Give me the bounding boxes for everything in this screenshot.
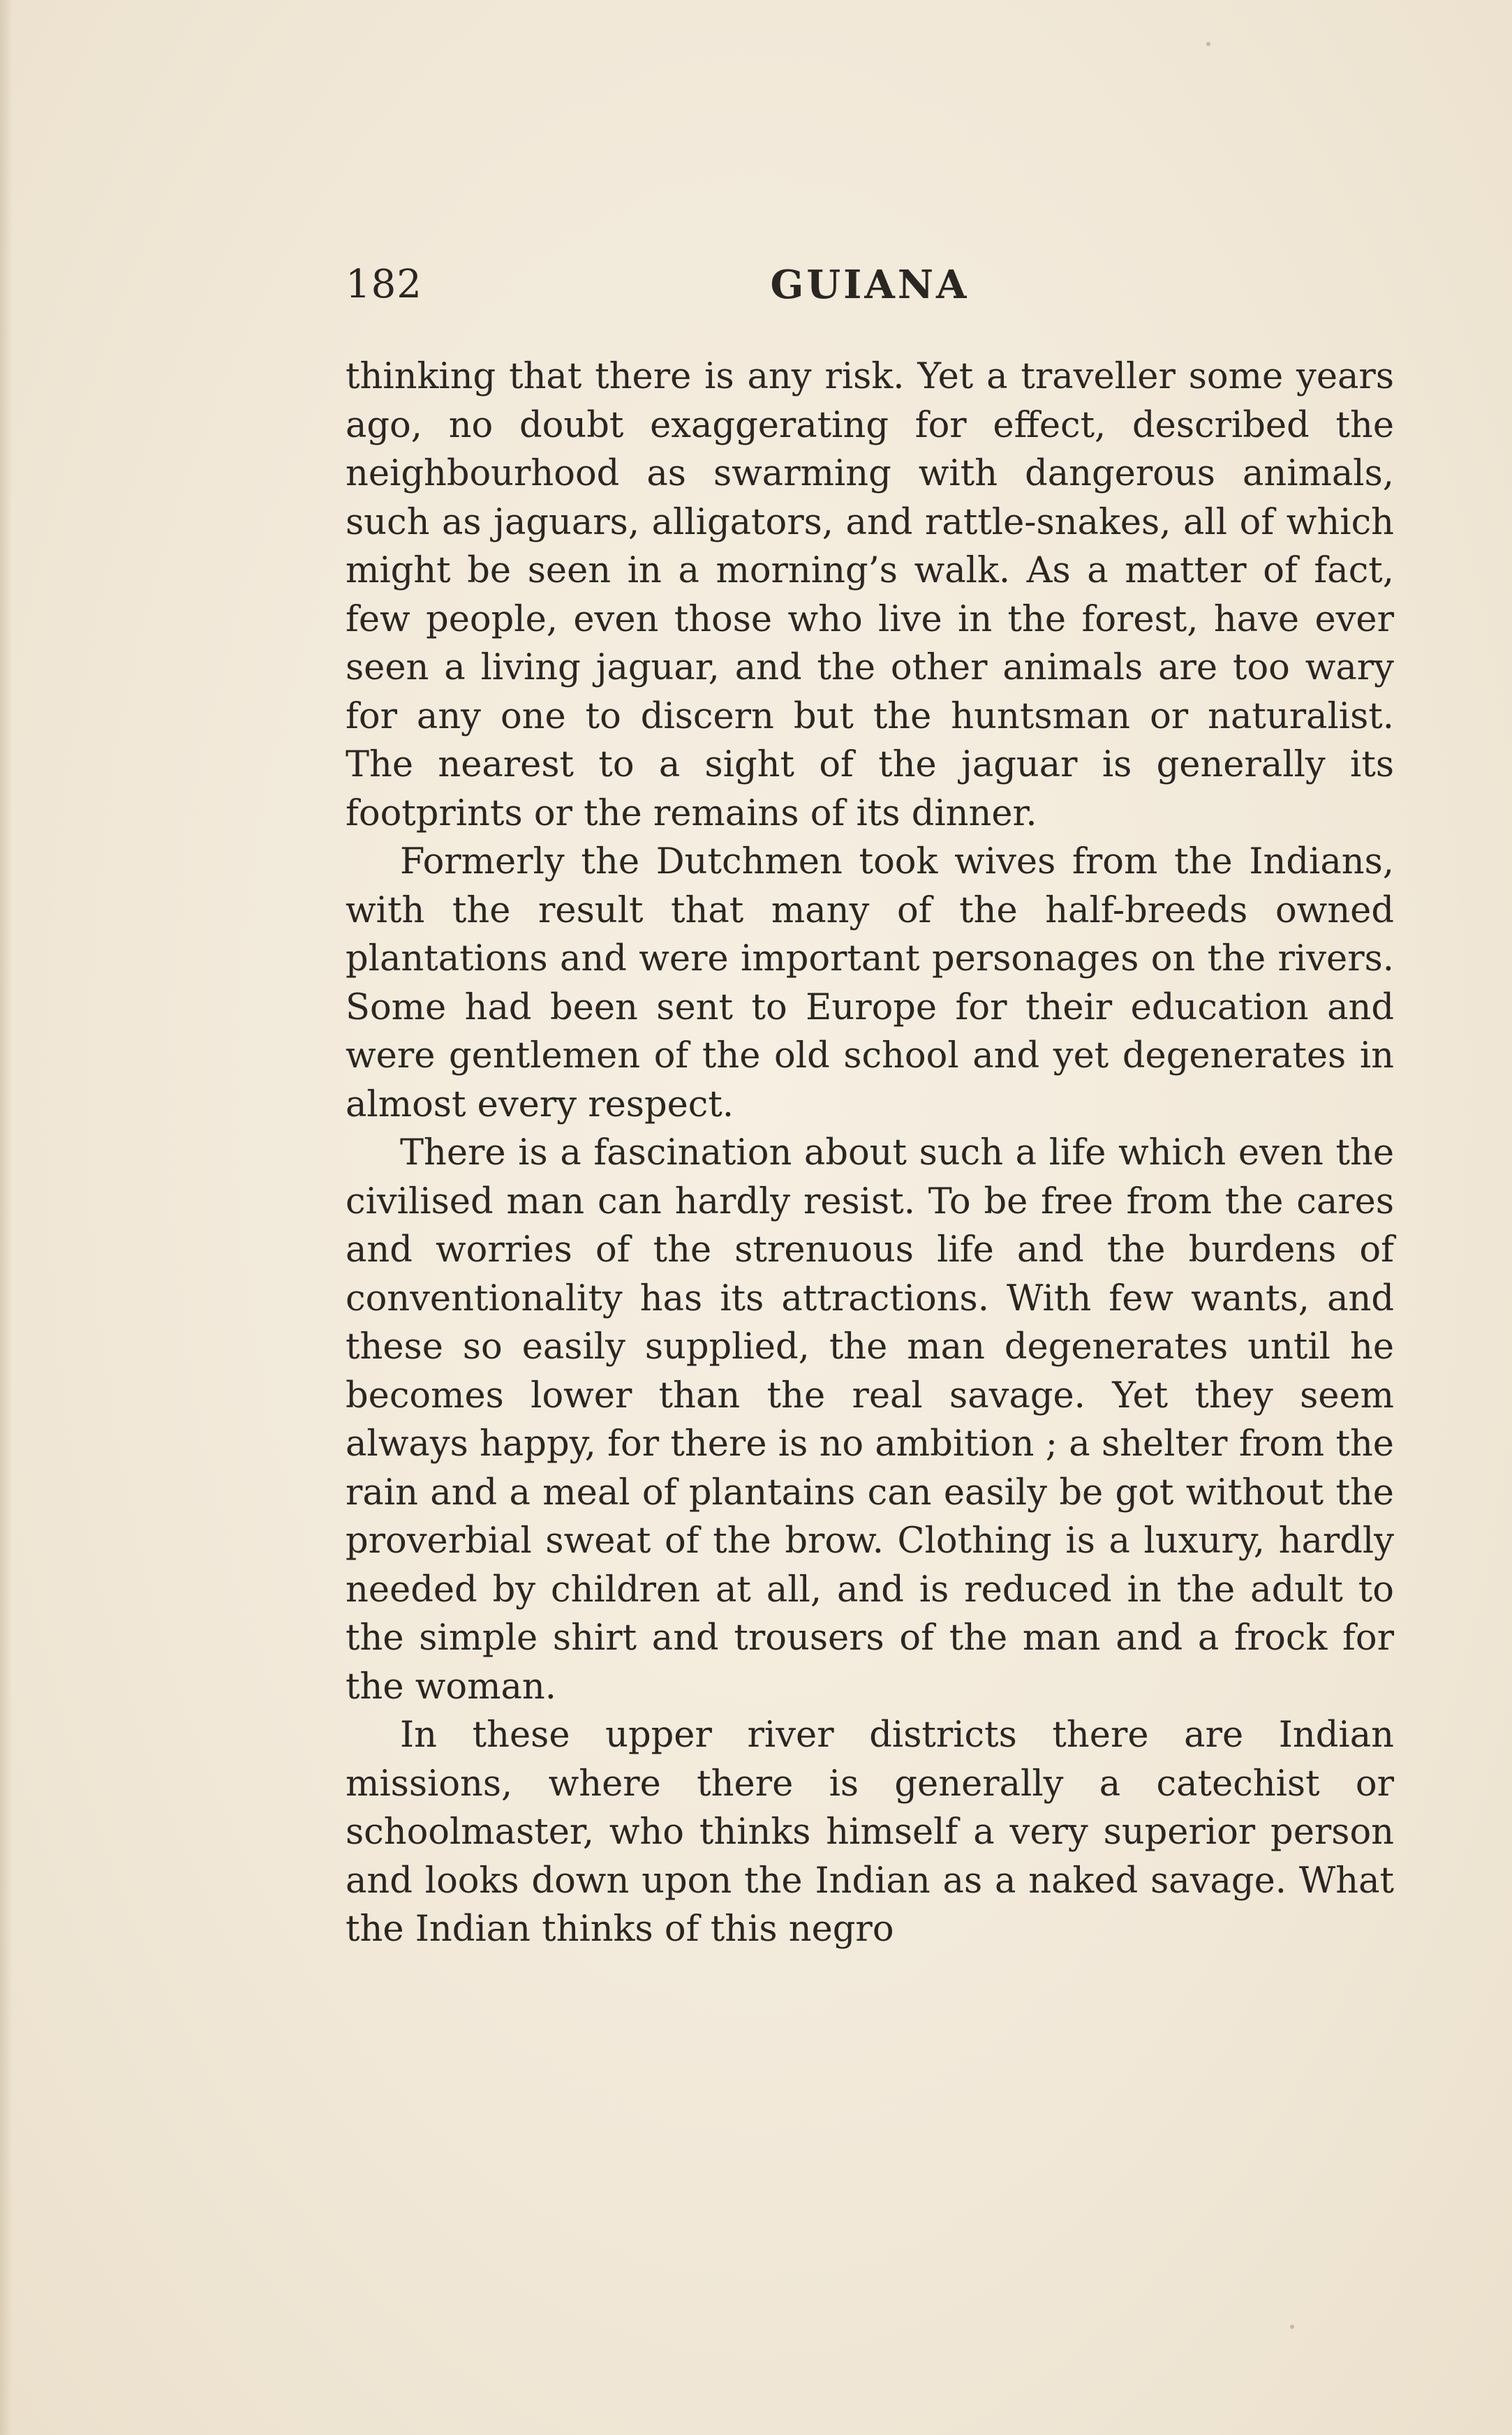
body-text xyxy=(346,353,1394,1954)
paragraph-fascination: There is a fascination about such a life which even the civilised man can hardly resist. To be free from the cares and worries of the strenuous life and the burdens of conventionality has its attractions. With few wants, and these so easily supplied, the man degenerates until he becomes lower than the real savage. Yet they seem always happy, for there is no ambition ; a shelter from the rain and a meal of plantains can easily be got without the proverbial sweat of the brow. Clothing is a luxury, hardly needed by children at all, and is reduced in the adult to the simple shirt and trousers of the man and a frock for the woman. xyxy=(346,1132,1394,1708)
page-number: 182 xyxy=(346,262,422,307)
paper-speck xyxy=(1206,42,1210,46)
page-edge-shadow xyxy=(0,0,13,2435)
paragraph-continued: thinking that there is any risk. Yet a traveller some years ago, no doubt exaggerating for effect, described the neighbourhood as swarming with dangerous animals, such as jaguars, alligators, and rattle-snakes, all of which might be seen in a morning’s walk. As a matter of fact, few people, even those who live in the forest, have ever seen a living jaguar, and the other animals are too wary for any one to discern but the huntsman or naturalist. The nearest to a sight of the jaguar is generally its footprints or the remains of its dinner. xyxy=(346,356,1394,834)
running-header xyxy=(346,257,1394,313)
paragraph-missions: In these upper river districts there are Indian missions, where there is generally a catechist or schoolmaster, who thinks himself a very superior person and looks down upon the Indian as a naked savage. What the Indian thinks of this negro xyxy=(346,1715,1394,1950)
paper-speck xyxy=(1290,2325,1294,2329)
paragraph-dutchmen: Formerly the Dutchmen took wives from the Indians, with the result that many of the half-breeds owned plantations and were important personages on the rivers. Some had been sent to Europe for their education and were gentlemen of the old school and yet degenerates in almost every respect. xyxy=(346,841,1394,1125)
running-title: GUIANA xyxy=(770,262,970,308)
